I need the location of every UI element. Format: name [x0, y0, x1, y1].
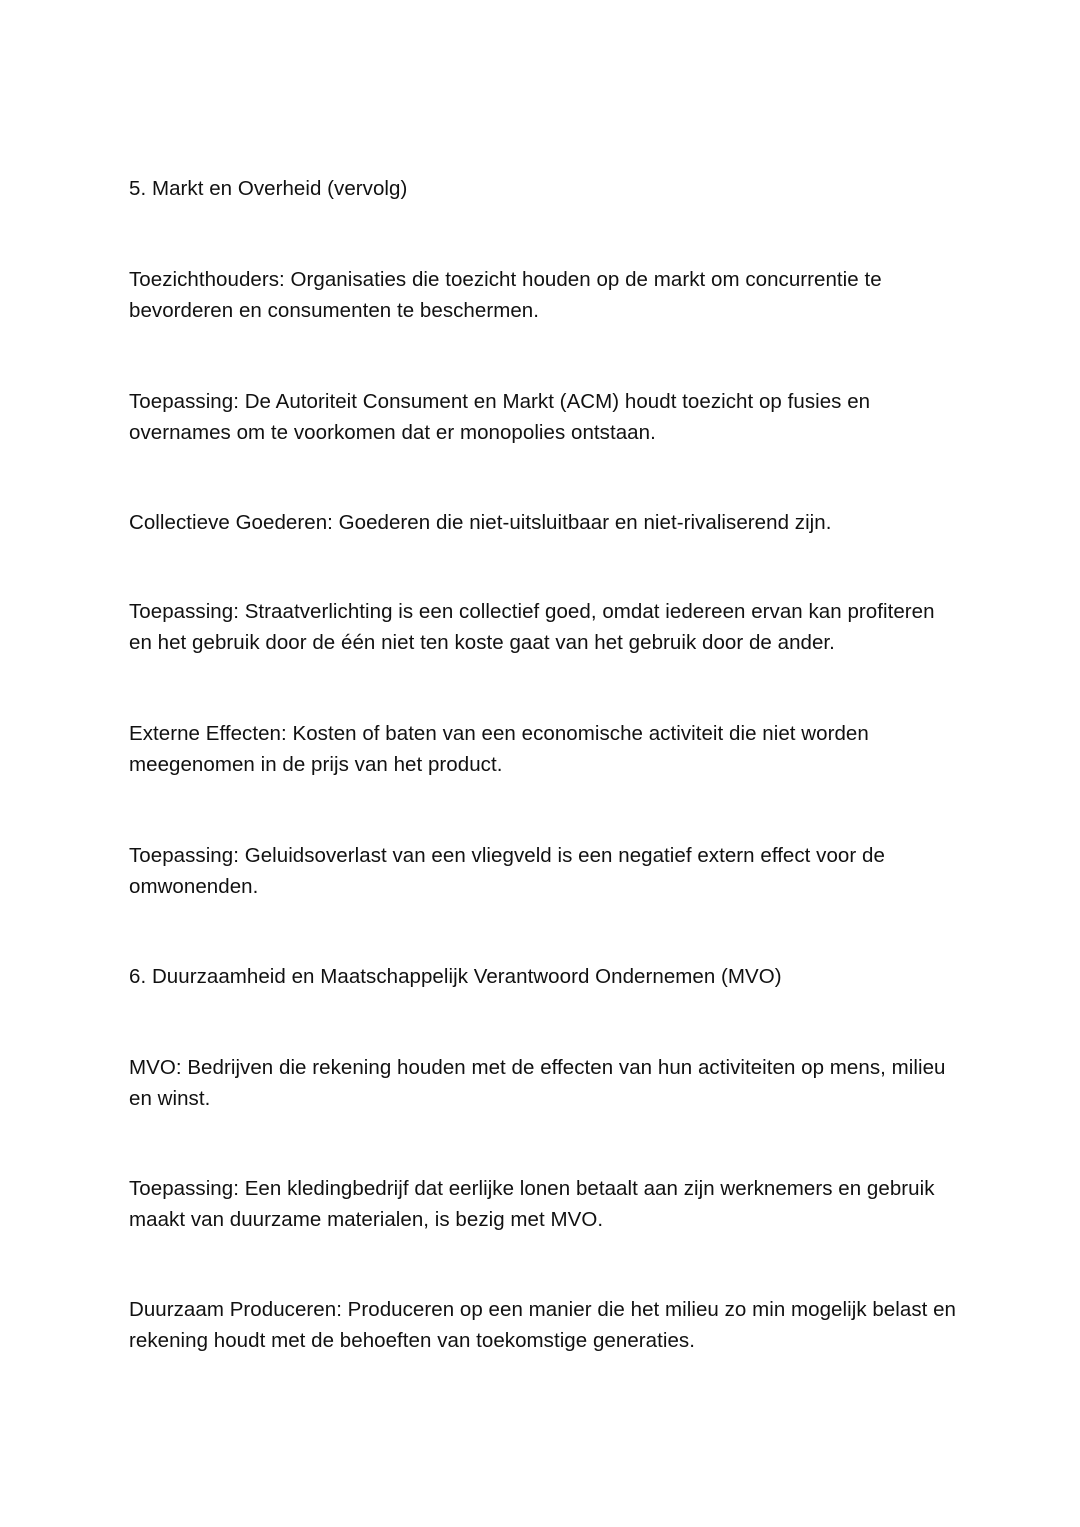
application-kledingbedrijf: Toepassing: Een kledingbedrijf dat eerlijke lonen betaalt aan zijn werknemers en gebruik maakt van duurzame materialen, is bezig met MVO.: [129, 1177, 935, 1231]
definition-toezichthouders: Toezichthouders: Organisaties die toezicht houden op de markt om concurrentie te bevorderen en consumenten te beschermen.: [129, 268, 882, 322]
definition-duurzaam-produceren: Duurzaam Produceren: Produceren op een manier die het milieu zo min mogelijk belast en rekening houdt met de behoeften van toekomstige generaties.: [129, 1298, 957, 1352]
application-geluidsoverlast: Toepassing: Geluidsoverlast van een vliegveld is een negatief extern effect voor de omwonenden.: [129, 844, 885, 898]
section-heading-duurzaamheid-mvo: 6. Duurzaamheid en Maatschappelijk Verantwoord Ondernemen (MVO): [129, 965, 782, 988]
application-straatverlichting: Toepassing: Straatverlichting is een collectief goed, omdat iedereen ervan kan profiteren en het gebruik door de één niet ten koste gaat van het gebruik door de ander.: [129, 600, 935, 654]
application-acm: Toepassing: De Autoriteit Consument en Markt (ACM) houdt toezicht op fusies en overnames om te voorkomen dat er monopolies ontstaan.: [129, 390, 871, 444]
definition-externe-effecten: Externe Effecten: Kosten of baten van een economische activiteit die niet worden meegenomen in de prijs van het product.: [129, 722, 869, 776]
section-heading-markt-en-overheid: 5. Markt en Overheid (vervolg): [129, 177, 408, 200]
definition-collectieve-goederen: Collectieve Goederen: Goederen die niet-uitsluitbaar en niet-rivaliserend zijn.: [129, 511, 832, 534]
definition-mvo: MVO: Bedrijven die rekening houden met de effecten van hun activiteiten op mens, milieu en winst.: [129, 1056, 946, 1110]
